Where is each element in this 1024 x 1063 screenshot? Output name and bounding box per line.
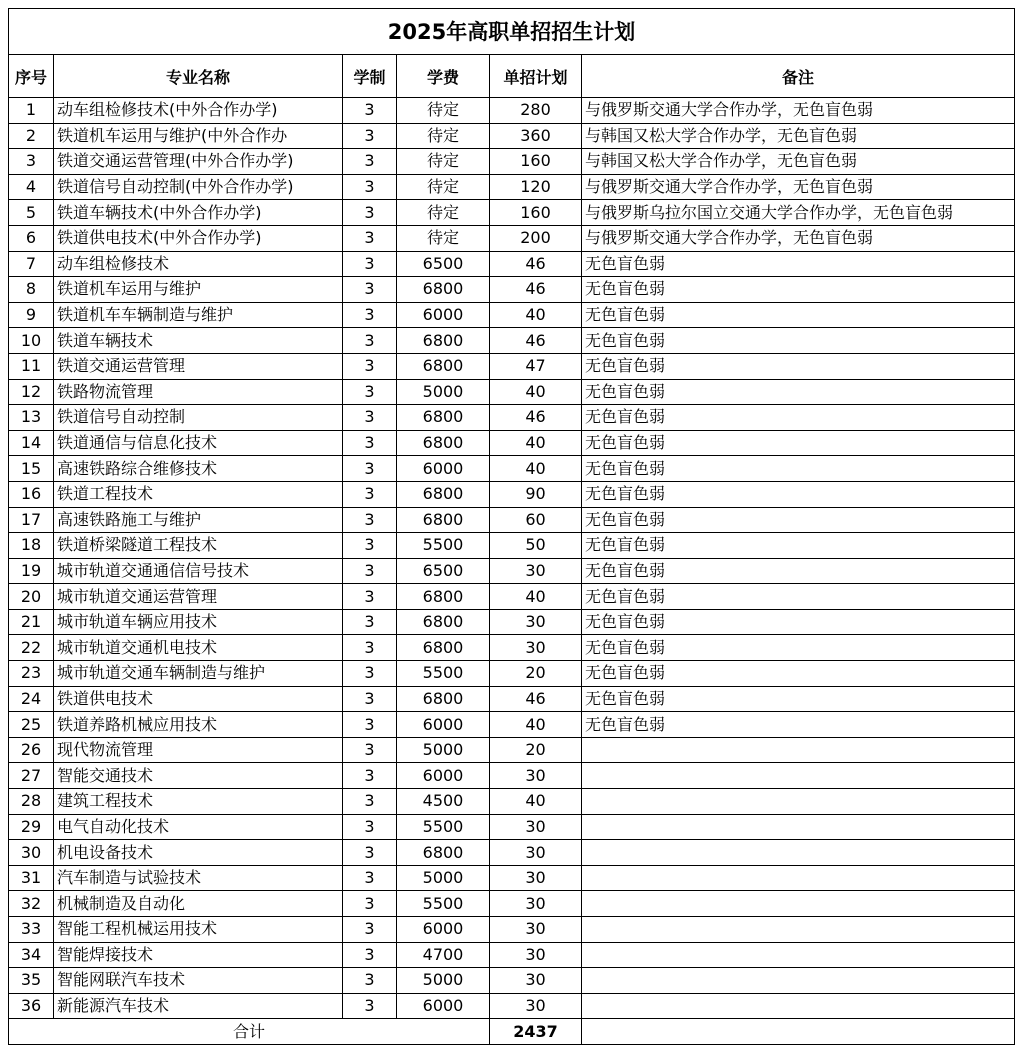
table-row (9, 814, 1015, 840)
cell-tuition: 待定 (397, 200, 490, 226)
cell-quota: 120 (490, 174, 582, 200)
table-row (9, 430, 1015, 456)
table-row (9, 123, 1015, 149)
cell-major: 城市轨道车辆应用技术 (54, 609, 343, 635)
cell-tuition: 5000 (397, 968, 490, 994)
table-row (9, 635, 1015, 661)
table-row (9, 840, 1015, 866)
cell-index: 5 (9, 200, 54, 226)
cell-major: 动车组检修技术(中外合作办学) (54, 98, 343, 124)
cell-quota: 30 (490, 840, 582, 866)
cell-major: 动车组检修技术 (54, 251, 343, 277)
cell-major: 铁道机车车辆制造与维护 (54, 302, 343, 328)
cell-tuition: 4500 (397, 789, 490, 815)
cell-index: 2 (9, 123, 54, 149)
cell-duration: 3 (343, 481, 397, 507)
cell-major: 铁道通信与信息化技术 (54, 430, 343, 456)
cell-notes (582, 840, 1015, 866)
cell-index: 10 (9, 328, 54, 354)
cell-index: 3 (9, 149, 54, 175)
cell-notes: 无色盲色弱 (582, 353, 1015, 379)
cell-tuition: 6800 (397, 277, 490, 303)
cell-duration: 3 (343, 584, 397, 610)
cell-notes (582, 993, 1015, 1019)
cell-duration: 3 (343, 942, 397, 968)
cell-index: 16 (9, 481, 54, 507)
cell-duration: 3 (343, 456, 397, 482)
table-row (9, 225, 1015, 251)
cell-duration: 3 (343, 174, 397, 200)
table-row (9, 865, 1015, 891)
cell-major: 智能工程机械运用技术 (54, 917, 343, 943)
cell-duration: 3 (343, 200, 397, 226)
cell-duration: 3 (343, 507, 397, 533)
cell-duration: 3 (343, 149, 397, 175)
cell-index: 35 (9, 968, 54, 994)
cell-quota: 360 (490, 123, 582, 149)
table-row (9, 456, 1015, 482)
cell-major: 铁道交通运营管理(中外合作办学) (54, 149, 343, 175)
cell-tuition: 待定 (397, 123, 490, 149)
cell-duration: 3 (343, 661, 397, 687)
cell-index: 11 (9, 353, 54, 379)
table-row (9, 405, 1015, 431)
table-row (9, 993, 1015, 1019)
cell-notes (582, 917, 1015, 943)
cell-index: 22 (9, 635, 54, 661)
cell-notes (582, 789, 1015, 815)
cell-major: 铁道桥梁隧道工程技术 (54, 533, 343, 559)
cell-index: 8 (9, 277, 54, 303)
cell-quota: 30 (490, 814, 582, 840)
cell-tuition: 6800 (397, 430, 490, 456)
cell-index: 33 (9, 917, 54, 943)
cell-notes: 无色盲色弱 (582, 609, 1015, 635)
cell-quota: 20 (490, 661, 582, 687)
cell-duration: 3 (343, 635, 397, 661)
cell-duration: 3 (343, 891, 397, 917)
header-tuition: 学费 (397, 55, 490, 98)
cell-major: 铁道养路机械应用技术 (54, 712, 343, 738)
cell-index: 27 (9, 763, 54, 789)
cell-quota: 30 (490, 942, 582, 968)
cell-notes: 与韩国又松大学合作办学，无色盲色弱 (582, 149, 1015, 175)
cell-tuition: 6000 (397, 456, 490, 482)
cell-quota: 20 (490, 737, 582, 763)
cell-index: 7 (9, 251, 54, 277)
cell-major: 智能交通技术 (54, 763, 343, 789)
cell-major: 铁道信号自动控制 (54, 405, 343, 431)
cell-major: 高速铁路施工与维护 (54, 507, 343, 533)
header-duration: 学制 (343, 55, 397, 98)
cell-duration: 3 (343, 917, 397, 943)
cell-tuition: 6800 (397, 584, 490, 610)
cell-duration: 3 (343, 251, 397, 277)
cell-quota: 30 (490, 635, 582, 661)
cell-tuition: 6800 (397, 328, 490, 354)
cell-tuition: 6000 (397, 917, 490, 943)
cell-index: 21 (9, 609, 54, 635)
cell-major: 汽车制造与试验技术 (54, 865, 343, 891)
cell-index: 28 (9, 789, 54, 815)
cell-duration: 3 (343, 712, 397, 738)
cell-quota: 90 (490, 481, 582, 507)
cell-duration: 3 (343, 328, 397, 354)
cell-duration: 3 (343, 98, 397, 124)
cell-duration: 3 (343, 405, 397, 431)
title-row (9, 9, 1015, 55)
cell-tuition: 6500 (397, 558, 490, 584)
cell-quota: 30 (490, 763, 582, 789)
cell-notes: 无色盲色弱 (582, 661, 1015, 687)
cell-quota: 30 (490, 609, 582, 635)
cell-notes: 无色盲色弱 (582, 712, 1015, 738)
cell-quota: 40 (490, 712, 582, 738)
table-row (9, 507, 1015, 533)
cell-quota: 46 (490, 405, 582, 431)
cell-notes (582, 737, 1015, 763)
cell-quota: 46 (490, 328, 582, 354)
cell-tuition: 4700 (397, 942, 490, 968)
cell-index: 30 (9, 840, 54, 866)
cell-notes: 无色盲色弱 (582, 481, 1015, 507)
total-value: 2437 (490, 1019, 582, 1045)
table-row (9, 686, 1015, 712)
cell-major: 新能源汽车技术 (54, 993, 343, 1019)
cell-duration: 3 (343, 789, 397, 815)
cell-major: 铁道车辆技术 (54, 328, 343, 354)
enrollment-plan-table (8, 8, 1015, 1045)
cell-duration: 3 (343, 686, 397, 712)
cell-duration: 3 (343, 379, 397, 405)
table-row (9, 942, 1015, 968)
table-row (9, 712, 1015, 738)
cell-notes: 无色盲色弱 (582, 302, 1015, 328)
cell-quota: 60 (490, 507, 582, 533)
header-row (9, 55, 1015, 98)
cell-tuition: 6800 (397, 481, 490, 507)
cell-duration: 3 (343, 993, 397, 1019)
cell-index: 31 (9, 865, 54, 891)
cell-tuition: 5000 (397, 737, 490, 763)
table-row (9, 763, 1015, 789)
cell-notes: 无色盲色弱 (582, 507, 1015, 533)
cell-major: 机械制造及自动化 (54, 891, 343, 917)
cell-tuition: 5500 (397, 661, 490, 687)
total-notes (582, 1019, 1015, 1045)
cell-notes: 与韩国又松大学合作办学，无色盲色弱 (582, 123, 1015, 149)
cell-tuition: 待定 (397, 98, 490, 124)
cell-index: 18 (9, 533, 54, 559)
cell-major: 铁道机车运用与维护 (54, 277, 343, 303)
table-row (9, 277, 1015, 303)
header-quota: 单招计划 (490, 55, 582, 98)
cell-notes: 与俄罗斯乌拉尔国立交通大学合作办学，无色盲色弱 (582, 200, 1015, 226)
cell-notes: 无色盲色弱 (582, 533, 1015, 559)
cell-duration: 3 (343, 302, 397, 328)
cell-notes: 无色盲色弱 (582, 251, 1015, 277)
cell-tuition: 6800 (397, 609, 490, 635)
cell-notes (582, 968, 1015, 994)
cell-major: 铁道信号自动控制(中外合作办学) (54, 174, 343, 200)
table-row (9, 968, 1015, 994)
cell-notes (582, 814, 1015, 840)
cell-major: 建筑工程技术 (54, 789, 343, 815)
cell-quota: 40 (490, 456, 582, 482)
cell-notes (582, 942, 1015, 968)
cell-notes (582, 891, 1015, 917)
cell-tuition: 6000 (397, 763, 490, 789)
cell-tuition: 待定 (397, 149, 490, 175)
cell-major: 铁道交通运营管理 (54, 353, 343, 379)
cell-major: 智能焊接技术 (54, 942, 343, 968)
table-title: 2025年高职单招招生计划 (9, 9, 1015, 55)
cell-index: 19 (9, 558, 54, 584)
header-major: 专业名称 (54, 55, 343, 98)
table-row (9, 251, 1015, 277)
cell-tuition: 6800 (397, 686, 490, 712)
table-row (9, 609, 1015, 635)
cell-quota: 40 (490, 584, 582, 610)
cell-tuition: 5000 (397, 865, 490, 891)
cell-duration: 3 (343, 533, 397, 559)
cell-tuition: 6500 (397, 251, 490, 277)
table-row (9, 98, 1015, 124)
cell-quota: 160 (490, 200, 582, 226)
cell-quota: 30 (490, 993, 582, 1019)
table-row (9, 200, 1015, 226)
table-row (9, 789, 1015, 815)
cell-quota: 160 (490, 149, 582, 175)
cell-duration: 3 (343, 225, 397, 251)
cell-major: 城市轨道交通机电技术 (54, 635, 343, 661)
cell-major: 智能网联汽车技术 (54, 968, 343, 994)
cell-quota: 40 (490, 430, 582, 456)
cell-tuition: 6800 (397, 405, 490, 431)
table-row (9, 558, 1015, 584)
cell-notes: 无色盲色弱 (582, 379, 1015, 405)
cell-duration: 3 (343, 840, 397, 866)
cell-quota: 280 (490, 98, 582, 124)
cell-duration: 3 (343, 968, 397, 994)
cell-quota: 46 (490, 251, 582, 277)
cell-index: 20 (9, 584, 54, 610)
cell-duration: 3 (343, 430, 397, 456)
cell-index: 1 (9, 98, 54, 124)
cell-quota: 40 (490, 379, 582, 405)
cell-major: 机电设备技术 (54, 840, 343, 866)
cell-notes (582, 865, 1015, 891)
header-index: 序号 (9, 55, 54, 98)
cell-quota: 46 (490, 686, 582, 712)
cell-duration: 3 (343, 277, 397, 303)
cell-quota: 200 (490, 225, 582, 251)
cell-tuition: 6000 (397, 302, 490, 328)
total-row (9, 1019, 1015, 1045)
cell-notes: 与俄罗斯交通大学合作办学，无色盲色弱 (582, 225, 1015, 251)
cell-notes: 无色盲色弱 (582, 635, 1015, 661)
cell-tuition: 6800 (397, 507, 490, 533)
cell-duration: 3 (343, 865, 397, 891)
table-row (9, 891, 1015, 917)
cell-index: 13 (9, 405, 54, 431)
cell-tuition: 6800 (397, 353, 490, 379)
cell-tuition: 6000 (397, 712, 490, 738)
table-row (9, 149, 1015, 175)
cell-quota: 40 (490, 302, 582, 328)
cell-index: 12 (9, 379, 54, 405)
cell-duration: 3 (343, 814, 397, 840)
cell-index: 6 (9, 225, 54, 251)
cell-quota: 30 (490, 891, 582, 917)
table-row (9, 584, 1015, 610)
cell-notes: 无色盲色弱 (582, 430, 1015, 456)
table-row (9, 917, 1015, 943)
cell-index: 32 (9, 891, 54, 917)
header-notes: 备注 (582, 55, 1015, 98)
table-row (9, 481, 1015, 507)
cell-index: 23 (9, 661, 54, 687)
table-row (9, 302, 1015, 328)
cell-index: 4 (9, 174, 54, 200)
spreadsheet (8, 8, 1014, 1045)
cell-duration: 3 (343, 737, 397, 763)
cell-quota: 30 (490, 968, 582, 994)
cell-duration: 3 (343, 558, 397, 584)
cell-duration: 3 (343, 763, 397, 789)
cell-tuition: 6800 (397, 635, 490, 661)
cell-notes: 无色盲色弱 (582, 686, 1015, 712)
cell-quota: 30 (490, 558, 582, 584)
cell-index: 25 (9, 712, 54, 738)
table-row (9, 174, 1015, 200)
table-row (9, 533, 1015, 559)
cell-index: 24 (9, 686, 54, 712)
cell-index: 29 (9, 814, 54, 840)
cell-quota: 30 (490, 865, 582, 891)
cell-duration: 3 (343, 353, 397, 379)
cell-notes (582, 763, 1015, 789)
cell-notes: 无色盲色弱 (582, 558, 1015, 584)
cell-major: 铁路物流管理 (54, 379, 343, 405)
cell-tuition: 6000 (397, 993, 490, 1019)
cell-tuition: 5500 (397, 814, 490, 840)
cell-index: 9 (9, 302, 54, 328)
cell-notes: 与俄罗斯交通大学合作办学，无色盲色弱 (582, 98, 1015, 124)
cell-quota: 47 (490, 353, 582, 379)
cell-major: 高速铁路综合维修技术 (54, 456, 343, 482)
cell-tuition: 5500 (397, 533, 490, 559)
table-row (9, 661, 1015, 687)
cell-index: 14 (9, 430, 54, 456)
cell-major: 城市轨道交通车辆制造与维护 (54, 661, 343, 687)
cell-major: 城市轨道交通通信信号技术 (54, 558, 343, 584)
cell-tuition: 6800 (397, 840, 490, 866)
table-row (9, 328, 1015, 354)
cell-notes: 无色盲色弱 (582, 405, 1015, 431)
cell-major: 铁道工程技术 (54, 481, 343, 507)
cell-major: 铁道供电技术(中外合作办学) (54, 225, 343, 251)
cell-index: 36 (9, 993, 54, 1019)
cell-major: 城市轨道交通运营管理 (54, 584, 343, 610)
cell-notes: 无色盲色弱 (582, 328, 1015, 354)
cell-index: 15 (9, 456, 54, 482)
table-row (9, 737, 1015, 763)
cell-major: 铁道机车运用与维护(中外合作办 (54, 123, 343, 149)
cell-quota: 30 (490, 917, 582, 943)
cell-notes: 无色盲色弱 (582, 277, 1015, 303)
table-row (9, 379, 1015, 405)
cell-quota: 46 (490, 277, 582, 303)
table-row (9, 353, 1015, 379)
cell-tuition: 5000 (397, 379, 490, 405)
cell-quota: 50 (490, 533, 582, 559)
cell-major: 电气自动化技术 (54, 814, 343, 840)
cell-tuition: 待定 (397, 225, 490, 251)
cell-notes: 与俄罗斯交通大学合作办学，无色盲色弱 (582, 174, 1015, 200)
total-label: 合计 (9, 1019, 490, 1045)
cell-major: 现代物流管理 (54, 737, 343, 763)
table-body (9, 98, 1015, 1019)
cell-quota: 40 (490, 789, 582, 815)
cell-notes: 无色盲色弱 (582, 584, 1015, 610)
cell-index: 17 (9, 507, 54, 533)
cell-index: 34 (9, 942, 54, 968)
cell-duration: 3 (343, 123, 397, 149)
cell-duration: 3 (343, 609, 397, 635)
cell-tuition: 待定 (397, 174, 490, 200)
cell-index: 26 (9, 737, 54, 763)
cell-major: 铁道车辆技术(中外合作办学) (54, 200, 343, 226)
cell-tuition: 5500 (397, 891, 490, 917)
cell-notes: 无色盲色弱 (582, 456, 1015, 482)
cell-major: 铁道供电技术 (54, 686, 343, 712)
